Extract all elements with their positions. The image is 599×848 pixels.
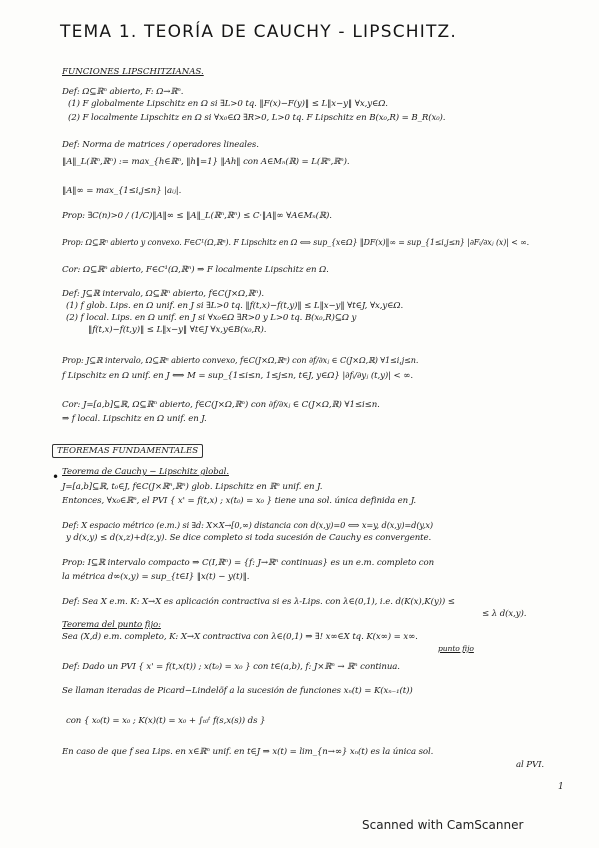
note-line: f Lipschitz en Ω unif. en J ⟺ M = sup_{1≤i≤n, 1≤j≤n, t∈J, y∈Ω} |∂fᵢ/∂yⱼ (t,y)| < ∞. bbox=[62, 371, 413, 381]
note-line: En caso de que f sea Lips. en x∈ℝⁿ unif. en t∈J ⇒ x(t) = lim_{n→∞} xₙ(t) es la única sol. bbox=[62, 747, 434, 757]
note-line: J=[a,b]⊆ℝ, t₀∈J, f∈C(J×ℝⁿ,ℝⁿ) glob. Lipschitz en ℝⁿ unif. en J. bbox=[62, 482, 323, 492]
theorem-title: Teorema del punto fijo: bbox=[62, 620, 161, 630]
note-line: Def: Dado un PVI { x' = f(t,x(t)) ; x(t₀) = x₀ } con t∈(a,b), f: J×ℝⁿ → ℝⁿ continua. bbox=[62, 662, 400, 672]
section-heading-theorems: TEOREMAS FUNDAMENTALES bbox=[52, 444, 203, 458]
annotation: punto fijo bbox=[438, 644, 474, 653]
bullet-icon: • bbox=[52, 470, 60, 484]
note-line: ‖A‖∞ = max_{1≤i,j≤n} |aᵢⱼ|. bbox=[62, 186, 182, 196]
note-line: la métrica d∞(x,y) = sup_{t∈I} ‖x(t) − y(t)‖. bbox=[62, 572, 250, 582]
scanner-watermark: Scanned with CamScanner bbox=[362, 818, 524, 832]
note-line: (2) f local. Lips. en Ω unif. en J si ∀x₀∈Ω ∃R>0 y L>0 tq. B(x₀,R)⊆Ω y bbox=[66, 313, 357, 323]
note-line: Entonces, ∀x₀∈ℝⁿ, el PVI { x' = f(t,x) ; x(t₀) = x₀ } tiene una sol. única definida en J. bbox=[62, 496, 417, 506]
note-line: Cor: Ω⊆ℝⁿ abierto, F∈C¹(Ω,ℝⁿ) ⇒ F localmente Lipschitz en Ω. bbox=[62, 265, 329, 275]
section-heading-lipschitz: FUNCIONES LIPSCHITZIANAS. bbox=[62, 67, 204, 77]
note-line: ‖f(t,x)−f(t,y)‖ ≤ L‖x−y‖ ∀t∈J ∀x,y∈B(x₀,R). bbox=[88, 325, 267, 335]
note-line: Se llaman iteradas de Picard−Lindelöf a la sucesión de funciones xₙ(t) = K(xₙ₋₁(t)) bbox=[62, 686, 413, 696]
note-line: (2) F localmente Lipschitz en Ω si ∀x₀∈Ω ∃R>0, L>0 tq. F Lipschitz en B(x₀,R) = B_R(x₀). bbox=[68, 113, 446, 123]
note-line: (1) f glob. Lips. en Ω unif. en J si ∃L>0 tq. ‖f(t,x)−f(t,y)‖ ≤ L‖x−y‖ ∀t∈J, ∀x,y∈Ω. bbox=[66, 301, 404, 311]
note-line: ≤ λ d(x,y). bbox=[482, 609, 527, 619]
page-number: 1 bbox=[558, 782, 564, 792]
note-line: ⇒ f local. Lipschitz en Ω unif. en J. bbox=[62, 414, 207, 424]
note-line: Sea (X,d) e.m. completo, K: X→X contractiva con λ∈(0,1) ⇒ ∃! x∞∈X tq. K(x∞) = x∞. bbox=[62, 632, 418, 642]
note-line: y d(x,y) ≤ d(x,z)+d(z,y). Se dice completo si toda sucesión de Cauchy es convergente. bbox=[66, 533, 432, 543]
note-line: al PVI. bbox=[516, 760, 545, 770]
note-line: con { x₀(t) = x₀ ; K(x)(t) = x₀ + ∫ₜ₀ᵗ f(s,x(s)) ds } bbox=[66, 716, 266, 726]
note-line: Def: Ω⊆ℝⁿ abierto, F: Ω→ℝⁿ. bbox=[62, 87, 184, 97]
note-line: Prop: Ω⊆ℝⁿ abierto y convexo. F∈C¹(Ω,ℝⁿ). F Lipschitz en Ω ⟺ sup_{x∈Ω} ‖DF(x)‖∞ = sup_{1≤i,j≤n} |∂Fᵢ/∂xⱼ (x)| < ∞. bbox=[62, 238, 530, 247]
note-line: Prop: I⊆ℝ intervalo compacto ⇒ C(I,ℝⁿ) = {f: J→ℝⁿ continuas} es un e.m. completo con bbox=[62, 558, 435, 568]
note-line: Def: X espacio métrico (e.m.) si ∃d: X×X→[0,∞) distancia con d(x,y)=0 ⟺ x=y, d(x,y)=d(y,x) bbox=[62, 520, 433, 530]
note-line: (1) F globalmente Lipschitz en Ω si ∃L>0 tq. ‖F(x)−F(y)‖ ≤ L‖x−y‖ ∀x,y∈Ω. bbox=[68, 99, 388, 109]
note-line: Cor: J=[a,b]⊆ℝ, Ω⊆ℝⁿ abierto, f∈C(J×Ω,ℝⁿ) con ∂f/∂xⱼ ∈ C(J×Ω,ℝ) ∀1≤i≤n. bbox=[62, 400, 380, 410]
theorem-title: Teorema de Cauchy − Lipschitz global. bbox=[62, 467, 229, 477]
note-line: Prop: J⊆ℝ intervalo, Ω⊆ℝⁿ abierto convexo, f∈C(J×Ω,ℝⁿ) con ∂f/∂xⱼ ∈ C(J×Ω,ℝ) ∀1≤i,j≤n. bbox=[62, 355, 419, 365]
note-line: Def: Norma de matrices / operadores lineales. bbox=[62, 140, 259, 150]
note-line: ‖A‖_L(ℝⁿ,ℝⁿ) := max_{h∈ℝⁿ, ‖h‖=1} ‖Ah‖ con A∈Mₙ(ℝ) = L(ℝⁿ,ℝⁿ). bbox=[62, 157, 350, 167]
page-title: TEMA 1. TEORÍA DE CAUCHY - LIPSCHITZ. bbox=[60, 22, 458, 42]
note-line: Def: J⊆ℝ intervalo, Ω⊆ℝⁿ abierto, f∈C(J×Ω,ℝⁿ). bbox=[62, 289, 265, 299]
note-line: Def: Sea X e.m. K: X→X es aplicación contractiva si es λ-Lips. con λ∈(0,1), i.e. d(K(x),K(y)) ≤ bbox=[62, 597, 455, 607]
note-line: Prop: ∃C(n)>0 / (1/C)‖A‖∞ ≤ ‖A‖_L(ℝⁿ,ℝⁿ) ≤ C·‖A‖∞ ∀A∈Mₙ(ℝ). bbox=[62, 211, 332, 221]
